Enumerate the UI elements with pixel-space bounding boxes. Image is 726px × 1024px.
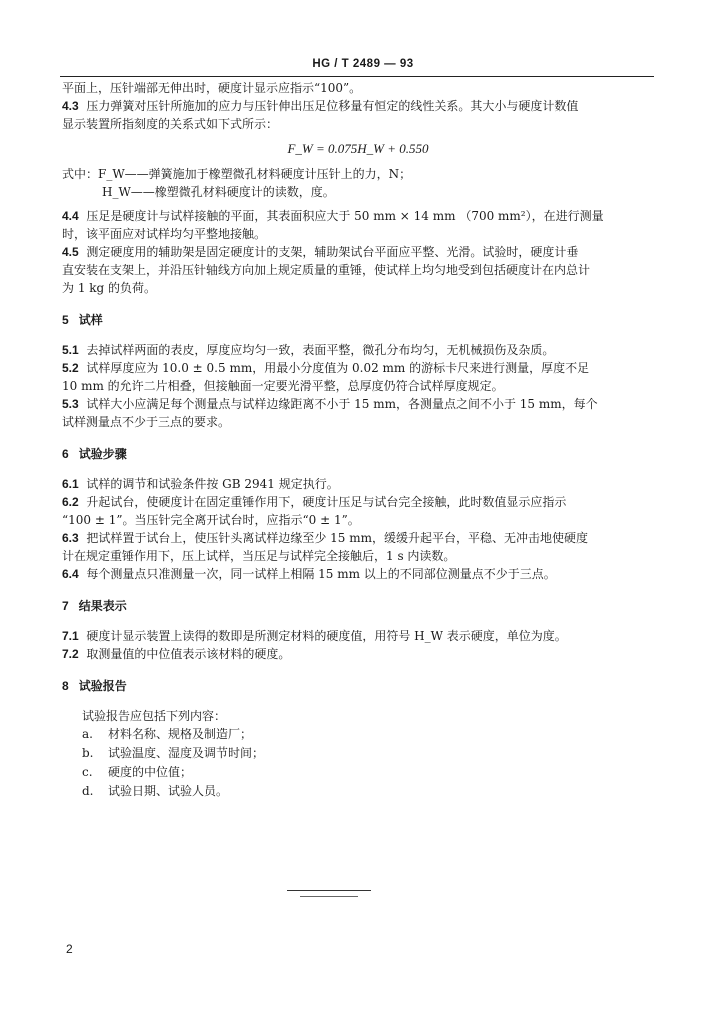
list-label: c. [82,765,93,779]
clause-5-3 [62,395,654,413]
list-item [62,782,654,801]
list-text: 材料名称、规格及制造厂； [108,727,253,741]
clause-text: 测定硬度用的辅助架是固定硬度计的支架，辅助架试台平面应平整、光滑。试验时，硬度计垂 [86,245,579,259]
section-5-heading [62,311,654,329]
clause-number: 6.1 [62,477,79,491]
clause-number: 5.2 [62,361,79,375]
clause-number: 7.1 [62,629,79,643]
clause-number: 5.3 [62,397,79,411]
clause-7-1 [62,627,654,645]
text-line: 试样测量点不少于三点的要求。 [62,415,231,429]
list-item [62,725,654,744]
text-line: 10 mm 的允许二片相叠，但接触面一定要光滑平整，总厚度仍符合试样厚度规定。 [62,379,504,393]
clause-text: 把试样置于试台上，使压针头离试样边缘至少 15 mm，缓缓升起平台，平稳、无冲击地使硬度 [86,531,588,545]
list-label: a. [82,727,93,741]
list-text: 试验温度、湿度及调节时间； [108,746,265,760]
clause-number: 7.2 [62,647,79,661]
list-item [62,744,654,763]
clause-5-2 [62,359,654,377]
section-title: 试验步骤 [78,447,127,461]
clause-text: 试样厚度应为 10.0 ± 0.5 mm，用最小分度值为 0.02 mm 的游标卡尺来进行测量，厚度不足 [86,361,590,375]
where-label: 式中： [62,167,99,181]
clause-6-3 [62,529,654,547]
list-text: 硬度的中位值； [108,765,193,779]
clause-6-2 [62,493,654,511]
clause-number: 6.3 [62,531,79,545]
clause-text: 硬度计显示装置上读得的数即是所测定材料的硬度值，用符号 H_W 表示硬度，单位为度。 [86,629,567,643]
section-title: 结果表示 [78,599,127,613]
clause-4-4 [62,207,654,225]
section-number: 6 [62,447,69,461]
end-rule [300,896,358,897]
section-title: 试验报告 [78,679,127,693]
clause-number: 5.1 [62,343,79,357]
text-line: “100 ± 1”。当压针完全离开试台时，应指示“0 ± 1”。 [62,513,360,527]
clause-text: 试样的调节和试验条件按 GB 2941 规定执行。 [86,477,339,491]
header-rule [60,76,654,77]
page-number: 2 [66,942,73,956]
clause-text: 每个测量点只准测量一次，同一试样上相隔 15 mm 以上的不同部位测量点不少于三点。 [86,567,556,581]
section-number: 7 [62,599,69,613]
clause-text: 升起试台，使硬度计在固定重锤作用下，硬度计压足与试台完全接触，此时数值显示应指示 [86,495,567,509]
formula: F_W = 0.075H_W + 0.550 [287,141,429,156]
text-line: 显示装置所指刻度的关系式如下式所示： [62,117,279,131]
clause-text: 压力弹簧对压针所施加的应力与压针伸出压足位移量有恒定的线性关系。其大小与硬度计数值 [86,99,579,113]
end-rule [287,890,371,891]
section-6-heading [62,445,654,463]
list-text: 试验日期、试验人员。 [108,784,229,798]
list-item [62,763,654,782]
section-7-heading [62,597,654,615]
clause-text: 取测量值的中位值表示该材料的硬度。 [86,647,291,661]
text-line: 计在规定重锤作用下，压上试样，当压足与试样完全接触后，1 s 内读数。 [62,549,456,563]
section-title: 试样 [78,313,103,327]
clause-number: 6.2 [62,495,79,509]
page-body [62,79,654,801]
clause-text: 压足是硬度计与试样接触的平面，其表面积应大于 50 mm × 14 mm （700 mm²），在进行测量 [86,209,604,223]
clause-4-3 [62,97,654,115]
text-line: 为 1 kg 的负荷。 [62,281,157,295]
where-def: F_W——弹簧施加于橡塑微孔材料硬度计压针上的力，N； [98,167,412,181]
list-label: b. [82,746,94,760]
where-line [62,165,654,183]
clause-text: 试样大小应满足每个测量点与试样边缘距离不小于 15 mm，各测量点之间不小于 15 mm，每个 [86,397,598,411]
clause-number: 4.5 [62,245,79,259]
clause-4-5 [62,243,654,261]
section-number: 5 [62,313,69,327]
report-intro: 试验报告应包括下列内容： [82,709,227,723]
text-line: 直安装在支架上，并沿压针轴线方向加上规定质量的重锤，使试样上均匀地受到包括硬度计在内总计 [62,263,591,277]
text-line: 平面上，压针端部无伸出时，硬度计显示应指示“100”。 [62,81,362,95]
clause-number: 6.4 [62,567,79,581]
clause-number: 4.3 [62,99,79,113]
list-label: d. [82,784,94,798]
clause-7-2 [62,645,654,663]
where-line: H_W——橡塑微孔材料硬度计的读数，度。 [102,185,335,199]
text-line: 时，该平面应对试样均匀平整地接触。 [62,227,267,241]
clause-5-1 [62,341,654,359]
clause-number: 4.4 [62,209,79,223]
section-8-heading [62,677,654,695]
clause-text: 去掉试样两面的表皮，厚度应均匀一致，表面平整，微孔分布均匀，无机械损伤及杂质。 [86,343,555,357]
standard-code-header: HG / T 2489 — 93 [312,58,414,70]
section-number: 8 [62,679,69,693]
clause-6-4 [62,565,654,583]
clause-6-1 [62,475,654,493]
